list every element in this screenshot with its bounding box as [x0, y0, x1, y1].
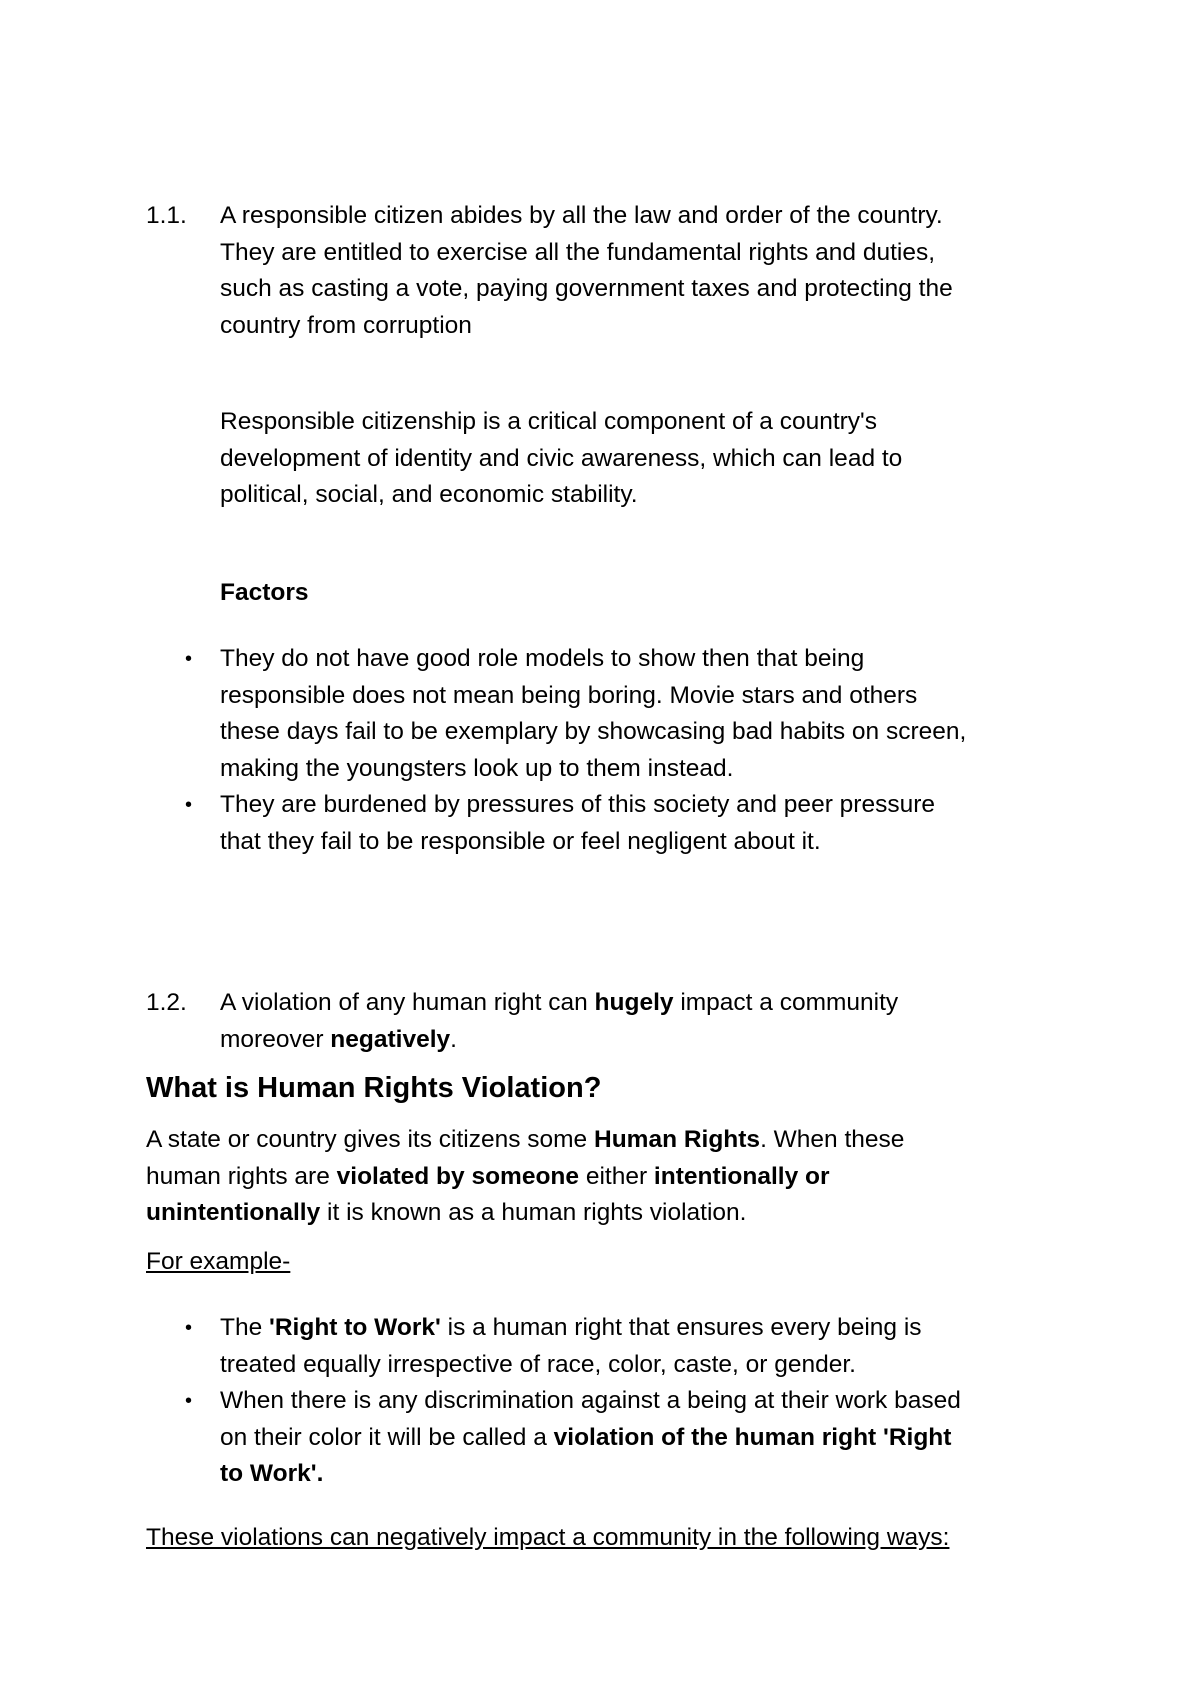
text-line: [146, 1122, 1076, 1159]
text-line: political, social, and economic stability.: [220, 481, 638, 508]
section-heading: What is Human Rights Violation?: [146, 1072, 602, 1104]
text-line: making the youngsters look up to them instead.: [220, 754, 734, 782]
section-number-1-2: 1.2.: [146, 989, 187, 1016]
text-line: treated equally irrespective of race, color, caste, or gender.: [220, 1350, 856, 1378]
text-line: [220, 1456, 1080, 1493]
bullet-icon: •: [185, 1390, 193, 1412]
text-line: responsible does not mean being boring. Movie stars and others: [220, 681, 918, 709]
text-run: . When these: [760, 1126, 905, 1153]
text-line: [220, 1310, 1080, 1347]
text-line: these days fail to be exemplary by showcasing bad habits on screen,: [220, 718, 967, 745]
text-line: [146, 1195, 1076, 1232]
bullet-icon: •: [185, 1317, 193, 1339]
text-run-bold: violated by someone: [336, 1162, 580, 1190]
text-run: impact a community: [673, 989, 899, 1016]
factor-item-2: [220, 787, 1080, 860]
text-run: A violation of any human right can: [220, 989, 595, 1016]
text-line: A responsible citizen abides by all the law and order of the country.: [220, 202, 943, 229]
text-run: on their color it will be called a: [220, 1423, 554, 1451]
bullet-icon: •: [185, 648, 193, 670]
human-rights-paragraph: [146, 1122, 1076, 1232]
text-run-bold: hugely: [594, 989, 674, 1016]
text-line: They are entitled to exercise all the fundamental rights and duties,: [220, 238, 935, 266]
text-run-bold: negatively: [330, 1025, 451, 1053]
section-1-2-paragraph: [220, 985, 1080, 1058]
example-item-2: [220, 1383, 1080, 1493]
text-run: moreover: [220, 1025, 331, 1053]
text-run: .: [450, 1025, 457, 1053]
factor-item-1: [220, 641, 1080, 787]
bullet-icon: •: [185, 794, 193, 816]
text-run: either: [579, 1162, 654, 1190]
text-run: human rights are: [146, 1162, 337, 1190]
text-run-bold: 'Right to Work': [269, 1314, 441, 1341]
text-line: When there is any discrimination against a being at their work based: [220, 1387, 961, 1414]
text-run: The: [220, 1314, 270, 1341]
closing-line: These violations can negatively impact a community in the following ways:: [146, 1524, 950, 1551]
section-number-1-1: 1.1.: [146, 202, 187, 229]
text-line: They do not have good role models to show then that being: [220, 645, 865, 672]
text-line: development of identity and civic awareness, which can lead to: [220, 444, 903, 472]
text-line: They are burdened by pressures of this society and peer pressure: [220, 791, 935, 818]
text-line: [220, 985, 1080, 1022]
factors-heading-text: Factors: [220, 579, 309, 606]
text-run: it is known as a human rights violation.: [320, 1199, 747, 1226]
text-run: is a human right that ensures every being is: [440, 1314, 922, 1341]
text-line: [220, 1022, 1080, 1059]
section-1-1-paragraph: [220, 198, 1080, 344]
text-run-bold: Human Rights: [594, 1126, 761, 1153]
factors-heading: [220, 575, 1080, 612]
text-run-bold: to Work'.: [220, 1460, 324, 1487]
citizenship-paragraph: [220, 404, 1080, 514]
text-run-bold: violation of the human right 'Right: [553, 1423, 952, 1451]
text-line: such as casting a vote, paying government taxes and protecting the: [220, 275, 953, 302]
text-line: that they fail to be responsible or feel negligent about it.: [220, 827, 821, 855]
text-line: [220, 1420, 1080, 1457]
text-run-bold: intentionally or: [653, 1162, 830, 1190]
text-line: country from corruption: [220, 311, 472, 339]
text-run-bold: unintentionally: [146, 1199, 321, 1226]
for-example-label: For example-: [146, 1248, 291, 1275]
text-line: [146, 1159, 1076, 1196]
text-run: A state or country gives its citizens some: [146, 1126, 594, 1153]
text-line: Responsible citizenship is a critical component of a country's: [220, 408, 877, 435]
example-item-1: [220, 1310, 1080, 1383]
